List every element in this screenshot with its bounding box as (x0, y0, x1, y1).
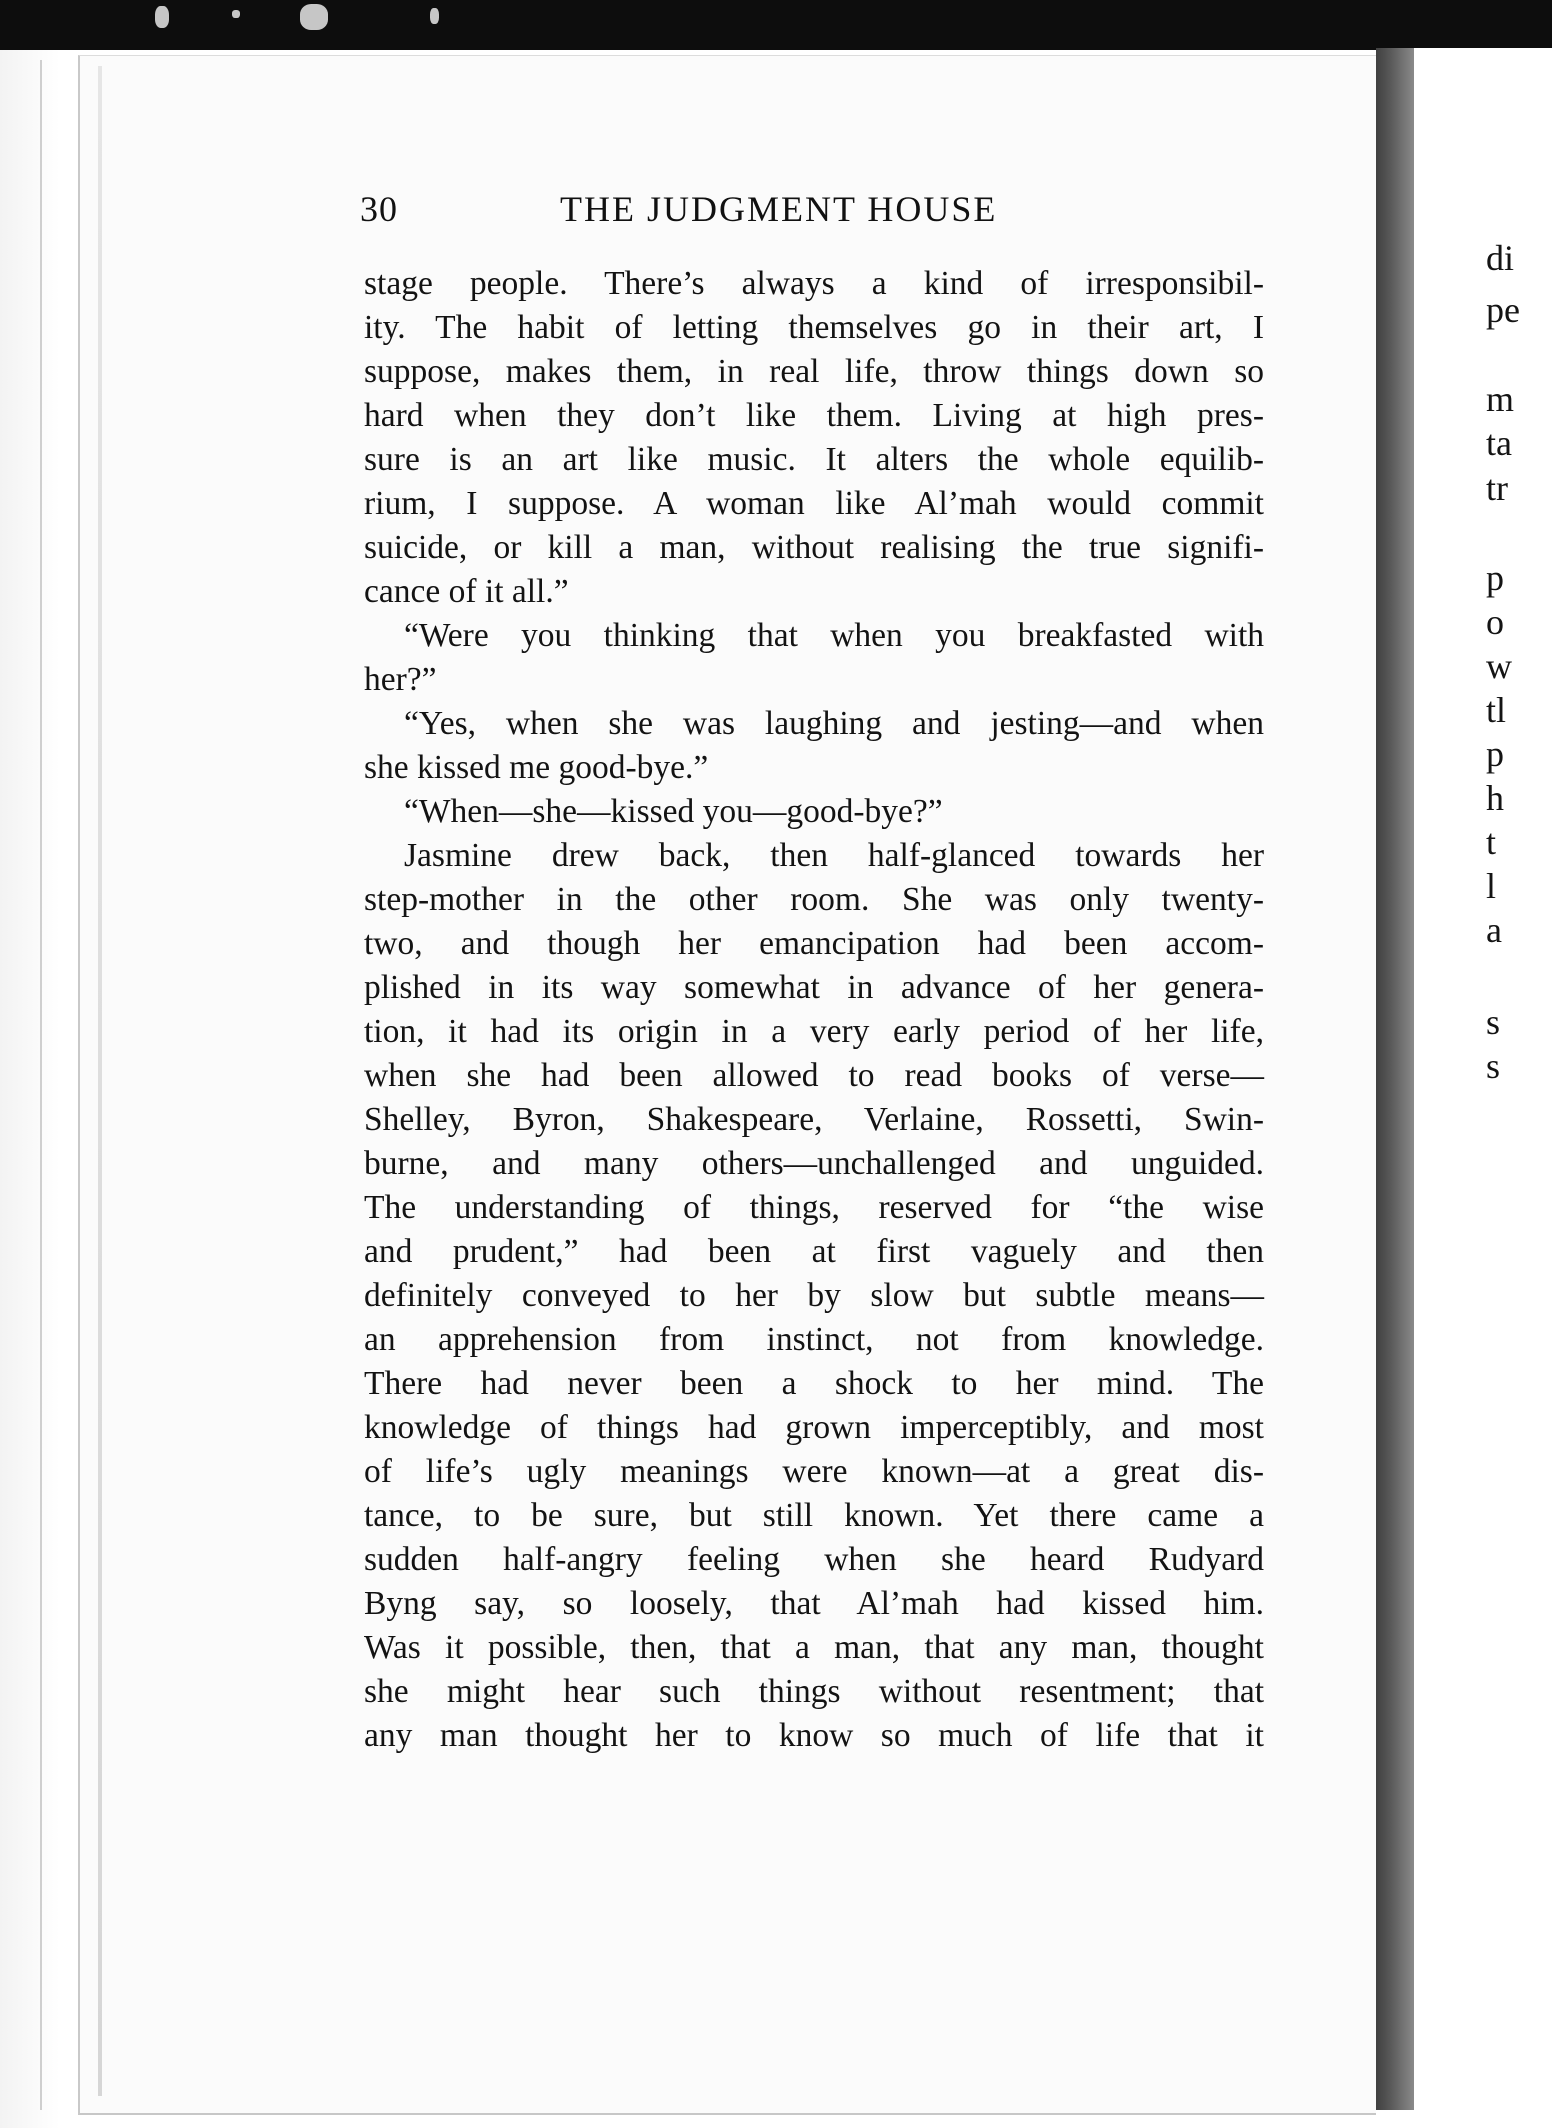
text-line: she might hear such things without resentment; that (364, 1673, 1264, 1710)
text-line: ity. The habit of letting themselves go in their art, I (364, 309, 1264, 346)
facing-page-fragment: di (1486, 238, 1515, 278)
scan-speck (300, 4, 328, 30)
facing-page (1414, 48, 1552, 2128)
text-line: “Were you thinking that when you breakfasted with (404, 617, 1264, 654)
text-line: two, and though her emancipation had been accom- (364, 925, 1264, 962)
text-line: an apprehension from instinct, not from knowledge. (364, 1321, 1264, 1358)
text-line: suppose, makes them, in real life, throw things down so (364, 353, 1264, 390)
facing-page-fragment: l (1486, 866, 1497, 906)
facing-page-fragment: p (1486, 734, 1504, 774)
running-header (360, 188, 1060, 238)
text-line: she kissed me good-bye.” (364, 749, 709, 786)
text-line: sudden half-angry feeling when she heard Rudyard (364, 1541, 1264, 1578)
page-number: 30 (360, 189, 398, 229)
facing-page-fragment: tr (1486, 468, 1508, 508)
facing-page-fragment: o (1486, 602, 1504, 642)
scan-speck (430, 8, 439, 24)
scan-top-border (0, 0, 1552, 50)
text-line: of life’s ugly meanings were known—at a great dis- (364, 1453, 1264, 1490)
text-line: Shelley, Byron, Shakespeare, Verlaine, Rossetti, Swin- (364, 1101, 1264, 1138)
text-line: definitely conveyed to her by slow but subtle means— (364, 1277, 1264, 1314)
text-line: Jasmine drew back, then half-glanced towards her (404, 837, 1264, 874)
text-line: cance of it all.” (364, 573, 569, 610)
text-line: “When—she—kissed you—good-bye?” (404, 793, 943, 830)
text-line: and prudent,” had been at first vaguely and then (364, 1233, 1264, 1270)
facing-page-fragment: w (1486, 646, 1512, 686)
facing-page-fragment: ta (1486, 423, 1512, 463)
facing-page-fragment: t (1486, 822, 1497, 862)
text-line: Byng say, so loosely, that Al’mah had kissed him. (364, 1585, 1264, 1622)
facing-page-fragment: tl (1486, 690, 1507, 730)
body-text (364, 262, 1264, 1758)
text-line: step-mother in the other room. She was only twenty- (364, 881, 1264, 918)
text-line: tion, it had its origin in a very early period of her life, (364, 1013, 1264, 1050)
text-line: hard when they don’t like them. Living at high pres- (364, 397, 1264, 434)
facing-page-fragment: s (1486, 1002, 1501, 1042)
facing-page-fragment: a (1486, 910, 1502, 950)
text-line: her?” (364, 661, 437, 698)
facing-page-fragment: s (1486, 1046, 1501, 1086)
text-line: Was it possible, then, that a man, that any man, thought (364, 1629, 1264, 1666)
text-line: any man thought her to know so much of life that it (364, 1717, 1264, 1754)
text-line: stage people. There’s always a kind of irresponsibil- (364, 265, 1264, 302)
book-gutter (1376, 48, 1414, 2110)
text-line: when she had been allowed to read books of verse— (364, 1057, 1264, 1094)
facing-page-fragment: m (1486, 379, 1515, 419)
scan-speck (155, 6, 169, 28)
text-line: sure is an art like music. It alters the whole equilib- (364, 441, 1264, 478)
text-line: “Yes, when she was laughing and jesting—and when (404, 705, 1264, 742)
facing-page-fragment: pe (1486, 290, 1520, 330)
facing-page-fragment: p (1486, 558, 1504, 598)
text-line: suicide, or kill a man, without realising the true signifi- (364, 529, 1264, 566)
text-line: There had never been a shock to her mind. The (364, 1365, 1264, 1402)
running-title: THE JUDGMENT HOUSE (560, 189, 998, 229)
text-line: burne, and many others—unchallenged and unguided. (364, 1145, 1264, 1182)
page-inner-edge (98, 66, 102, 2096)
text-line: plished in its way somewhat in advance of her genera- (364, 969, 1264, 1006)
facing-page-fragment: h (1486, 778, 1504, 818)
scan-speck (232, 10, 240, 18)
text-line: rium, I suppose. A woman like Al’mah would commit (364, 485, 1264, 522)
text-line: knowledge of things had grown imperceptibly, and most (364, 1409, 1264, 1446)
text-line: The understanding of things, reserved for “the wise (364, 1189, 1264, 1226)
text-line: tance, to be sure, but still known. Yet there came a (364, 1497, 1264, 1534)
